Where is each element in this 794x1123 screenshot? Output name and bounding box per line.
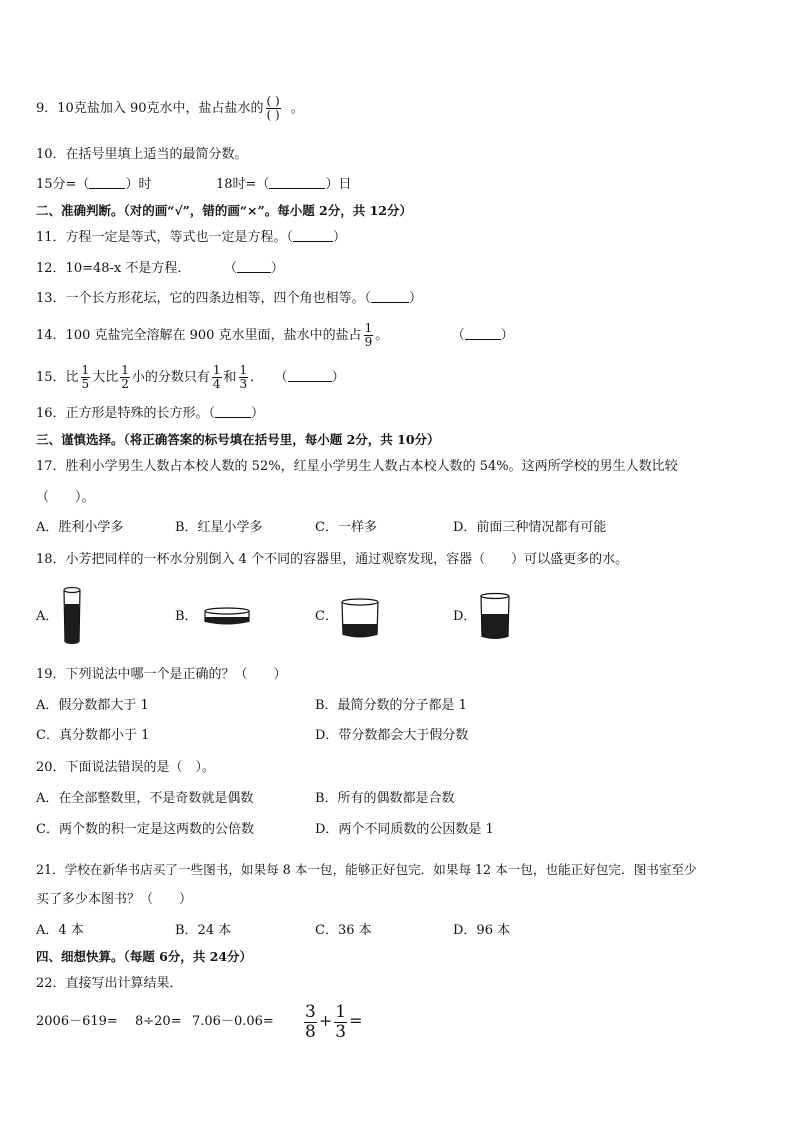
option-d[interactable]: D．带分数都会大于假分数 (315, 728, 469, 743)
question-9: 9．10克盐加入 90克水中，盐占盐水的 $\frac{( )}{( )}$ 。 (36, 94, 304, 122)
question-9-text: 9．10克盐加入 90克水中，盐占盐水的 (36, 101, 264, 116)
question-16: 16．正方形是特殊的长方形。（ ） (36, 406, 265, 421)
option-c[interactable]: C．36 本 (315, 923, 372, 938)
question-14: 14．100 克盐完全溶解在 900 克水里面，盐水中的盐占 $\frac{1}{9}$ 。 （ ） (36, 321, 514, 349)
question-13: 13．一个长方形花坛，它的四条边相等，四个角也相等。（ ） (36, 291, 423, 306)
question-12: 12．10=48-x 不是方程． （ ） (36, 261, 284, 276)
option-c[interactable]: C．真分数都小于 1 (36, 728, 150, 743)
expression-3: 7.06－0.06= (192, 1014, 274, 1029)
expression-4: $\frac{3}{8}$ + $\frac{1}{3}$ = (305, 1002, 363, 1042)
question-17-line-2: （ ）。 (36, 490, 95, 505)
question-18: 18．小芳把同样的一杯水分别倒入 4 个不同的容器里，通过观察发现，容器（ ）可以盛更多的水。 (36, 552, 629, 567)
fraction: $\frac{1}{9}$ (364, 321, 373, 349)
fraction-answer-blank: $\frac{( )}{( )}$ (266, 94, 280, 122)
tall-wide-container-image (479, 592, 511, 642)
answer-blank[interactable] (288, 369, 332, 382)
section-3-heading: 三、谨慎选择。（将正确答案的标号填在括号里，每小题 2分，共 10分） (36, 432, 440, 447)
section-4-heading: 四、细想快算。（每题 6分，共 24分） (36, 949, 253, 964)
medium-container-image (340, 597, 380, 641)
question-15: 15．比 $\frac{1}{5}$ 大比 $\frac{1}{2}$ 小的分数只有 $\frac{1}{4}$ 和 $\frac{1}{3}$ ． （ ） (36, 363, 345, 391)
question-10: 10．在括号里填上适当的最简分数。 (36, 147, 248, 162)
question-11: 11．方程一定是等式，等式也一定是方程。（ ） (36, 230, 347, 245)
question-19: 19．下列说法中哪一个是正确的？（ ） (36, 667, 287, 682)
answer-blank[interactable] (269, 176, 325, 189)
wide-flat-container-image (203, 606, 251, 628)
section-2-heading: 二、准确判断。（对的画“√”，错的画“×”。每小题 2分，共 12分） (36, 203, 412, 218)
option-b[interactable]: B． (175, 609, 198, 624)
option-a[interactable]: A．在全部整数里，不是奇数就是偶数 (36, 791, 254, 806)
expression-2: 8÷20= (135, 1014, 182, 1029)
answer-blank[interactable] (215, 405, 251, 418)
option-b[interactable]: B．24 本 (175, 923, 232, 938)
fraction: $\frac{3}{8}$ (305, 1002, 316, 1042)
question-21-line-2: 买了多少本图书？（ ） (36, 892, 193, 907)
fraction: $\frac{1}{3}$ (239, 363, 248, 391)
option-a[interactable]: A．假分数都大于 1 (36, 698, 149, 713)
option-c[interactable]: C．一样多 (315, 520, 377, 535)
fraction: $\frac{1}{4}$ (212, 363, 221, 391)
option-d[interactable]: D．前面三种情况都有可能 (453, 520, 607, 535)
question-10-part-b: 18时=（ ）日 (216, 177, 352, 192)
option-a[interactable]: A． (36, 609, 59, 624)
answer-blank[interactable] (89, 176, 125, 189)
option-b[interactable]: B．最简分数的分子都是 1 (315, 698, 467, 713)
expression-1: 2006－619= (36, 1014, 118, 1029)
answer-blank[interactable] (237, 260, 271, 273)
question-17-line-1: 17．胜利小学男生人数占本校人数的 52%，红星小学男生人数占本校人数的 54%。这两所学校的男生人数比较 (36, 459, 678, 474)
answer-blank[interactable] (371, 290, 409, 303)
option-a[interactable]: A．胜利小学多 (36, 520, 124, 535)
option-d[interactable]: D． (453, 609, 477, 624)
option-c[interactable]: C．两个数的积一定是这两数的公倍数 (36, 822, 254, 837)
option-c[interactable]: C． (315, 609, 338, 624)
tall-narrow-container-image (62, 586, 82, 646)
question-22: 22．直接写出计算结果． (36, 976, 183, 991)
answer-blank[interactable] (293, 229, 333, 242)
fraction: $\frac{1}{5}$ (81, 363, 90, 391)
option-b[interactable]: B．红星小学多 (175, 520, 263, 535)
question-20: 20．下面说法错误的是（ ）。 (36, 760, 216, 775)
answer-blank[interactable] (465, 327, 501, 340)
option-d[interactable]: D．96 本 (453, 923, 511, 938)
question-10-part-a: 15分=（ ）时 (36, 177, 152, 192)
option-a[interactable]: A．4 本 (36, 923, 84, 938)
fraction: $\frac{1}{3}$ (335, 1002, 347, 1042)
fraction: $\frac{1}{2}$ (121, 363, 129, 391)
question-21-line-1: 21．学校在新华书店买了一些图书，如果每 8 本一包，能够正好包完．如果每 12 本一包，也能正好包完．图书室至少 (36, 862, 697, 877)
option-d[interactable]: D．两个不同质数的公因数是 1 (315, 822, 494, 837)
option-b[interactable]: B．所有的偶数都是合数 (315, 791, 455, 806)
